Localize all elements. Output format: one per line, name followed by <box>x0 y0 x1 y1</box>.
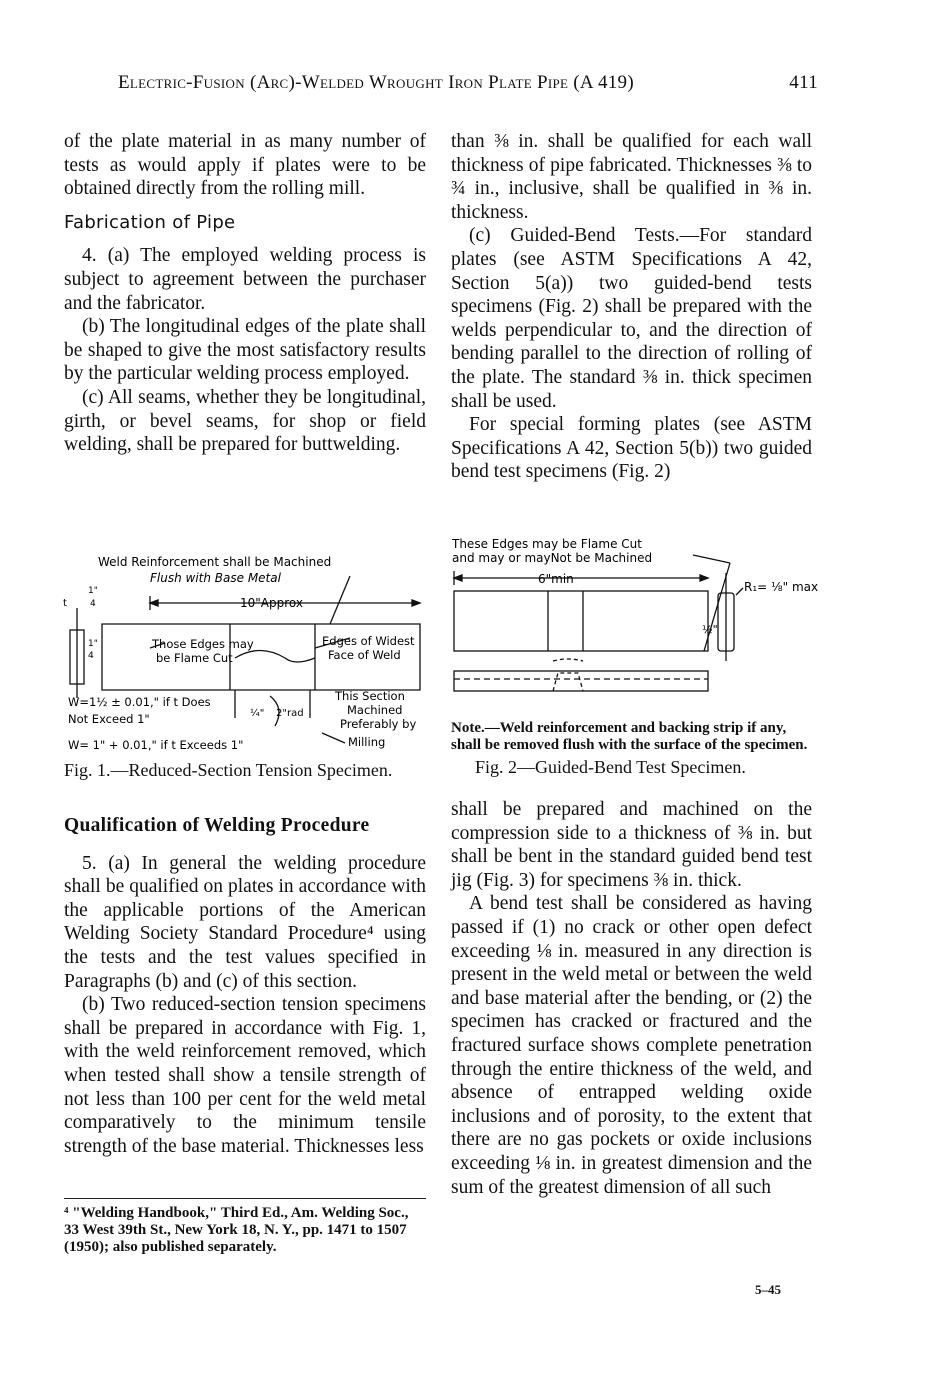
header-title: Electric-Fusion (Arc)-Welded Wrought Iron Plate Pipe (A 419) <box>118 72 634 93</box>
label-those-edges: Those Edges may <box>152 637 254 651</box>
figure-2-caption: Fig. 2—Guided-Bend Test Specimen. <box>475 757 746 777</box>
label-edges-widest: Edges of Widest <box>322 634 415 648</box>
column-3 <box>64 800 426 1158</box>
column-2 <box>451 130 812 484</box>
section-heading: Qualification of Welding Procedure <box>64 815 370 836</box>
running-header <box>118 72 818 94</box>
footnote: ⁴ "Welding Handbook," Third Ed., Am. Welding Soc., 33 West 39th St., New York 18, N. Y., pp. 1471 to 1507 (1950); also published separately. <box>64 1198 426 1256</box>
paragraph: (c) Guided-Bend Tests.—For standard plates (see ASTM Specifications A 42, Section 5(a)) two guided-bend tests specimens (Fig. 2) shall be prepared with the welds perpendicular to, and the direction of bending parallel to the direction of rolling of the plate. The standard ⅜ in. thick specimen shall be used. <box>451 225 812 412</box>
leader-this-section <box>322 733 345 743</box>
column-4 <box>451 798 812 1199</box>
leader-radius <box>736 588 743 595</box>
label-may-be-machined: and may or mayNot be Machined <box>452 551 653 565</box>
column-1 <box>64 130 426 457</box>
paragraph: 5. (a) In general the welding procedure shall be qualified on plates in accordance with the applicable portions of the American Welding Society Standard Procedure⁴ using the tests and the test values specified in Paragraphs (b) and (c) of this section. <box>64 852 426 992</box>
label-fraction-num: 1" <box>88 639 98 649</box>
label-flush-base-metal: Flush with Base Metal <box>150 571 281 585</box>
figure-2-note: Note.—Weld reinforcement and backing strip if any, shall be removed flush with the surface of the specimen. <box>451 720 808 753</box>
reduced-section-lines <box>230 624 315 690</box>
paragraph: shall be prepared and machined on the compression side to a thickness of ⅜ in. but shall be bent in the standard guided bend test jig (Fig. 3) for specimens ⅜ in. thick. <box>451 799 812 891</box>
paragraph: 4. (a) The employed welding process is subject to agreement between the purchaser and the fabricator. <box>64 245 426 314</box>
label-preferably-by: Preferably by <box>340 717 417 731</box>
paragraph: For special forming plates (see ASTM Specifications A 42, Section 5(b)) two guided bend test specimens (Fig. 2) <box>451 414 812 483</box>
leader-weld-reinforcement <box>330 576 350 624</box>
label-t: t <box>63 598 67 609</box>
label-w-condition-3: W= 1" + 0.01," if t Exceeds 1" <box>68 738 244 752</box>
label-flame-cut-edges: These Edges may be Flame Cut <box>452 537 642 551</box>
label-quarter-in: ¼" <box>250 708 265 719</box>
paragraph: (c) All seams, whether they be longitudinal, girth, or bevel seams, for shop or field welding, shall be prepared for buttwelding. <box>64 386 426 456</box>
label-half-in: ½" <box>702 623 718 636</box>
section-heading: Fabrication of Pipe <box>64 211 236 233</box>
label-milling: Milling <box>348 735 386 749</box>
label-w-condition-1: W=1½ ± 0.01," if t Does <box>68 695 211 709</box>
paragraph: (b) Two reduced-section tension specimens shall be prepared in accordance with Fig. 1, with the weld reinforcement removed, which when tested shall show a tensile strength of not less than 100 per cent for the weld metal comparatively to the minimum tensile strength of the base material. Thicknesses less <box>64 994 426 1157</box>
paragraph: than ⅜ in. shall be qualified for each wall thickness of pipe fabricated. Thicknesses ⅜ to ¾ in., inclusive, shall be qualified in ⅜ in. thickness. <box>451 131 812 223</box>
paragraph: (b) The longitudinal edges of the plate shall be shaped to give the most satisfactory results by the particular welding process employed. <box>64 316 426 385</box>
label-weld-reinforcement: Weld Reinforcement shall be Machined <box>98 555 332 569</box>
figure-2 <box>448 533 818 723</box>
figure-1-caption: Fig. 1.—Reduced-Section Tension Specimen. <box>64 760 393 780</box>
figure-2-drawing <box>448 533 818 718</box>
label-fraction-den: 4 <box>90 599 96 609</box>
label-this-section: This Section <box>335 689 405 703</box>
figure-1-drawing <box>60 548 430 760</box>
label-w-condition-2: Not Exceed 1" <box>68 712 150 726</box>
figure-1 <box>60 548 430 765</box>
weld-groove <box>553 673 583 691</box>
label-r1-max: R₁= ⅛" max <box>744 580 818 594</box>
page-number: 411 <box>789 72 818 93</box>
specimen-side-view <box>454 671 708 691</box>
weld-contour <box>235 651 315 663</box>
label-machined: Machined <box>347 703 403 717</box>
paragraph: of the plate material in as many number of tests as would apply if plates were to be obtained directly from the rolling mill. <box>64 131 426 200</box>
label-fraction-den: 4 <box>88 651 94 661</box>
label-flame-cut: be Flame Cut <box>156 651 233 665</box>
label-face-of-weld: Face of Weld <box>328 648 401 662</box>
specimen-plan-view <box>454 591 708 651</box>
page-code: 5–45 <box>755 1282 781 1297</box>
label-6in-min: 6"min <box>538 572 574 586</box>
label-10in-approx: 10"Approx <box>240 596 303 610</box>
paragraph: A bend test shall be considered as having passed if (1) no crack or other open defect exceeding ⅛ in. measured in any direction is present in the weld metal or between the weld and base material after the bending, or (2) the specimen has cracked or fractured and the fractured surface shows complete penetration through the entire thickness of the weld, and absence of entrapped welding oxide inclusions and of porosity, to the extent that there are no gas pockets or oxide inclusions exceeding ⅛ in. in greatest dimension and the sum of the greatest dimension of all such <box>451 893 812 1198</box>
label-fraction-num: 1" <box>88 586 98 596</box>
label-2in-rad: 2"rad <box>276 708 304 719</box>
